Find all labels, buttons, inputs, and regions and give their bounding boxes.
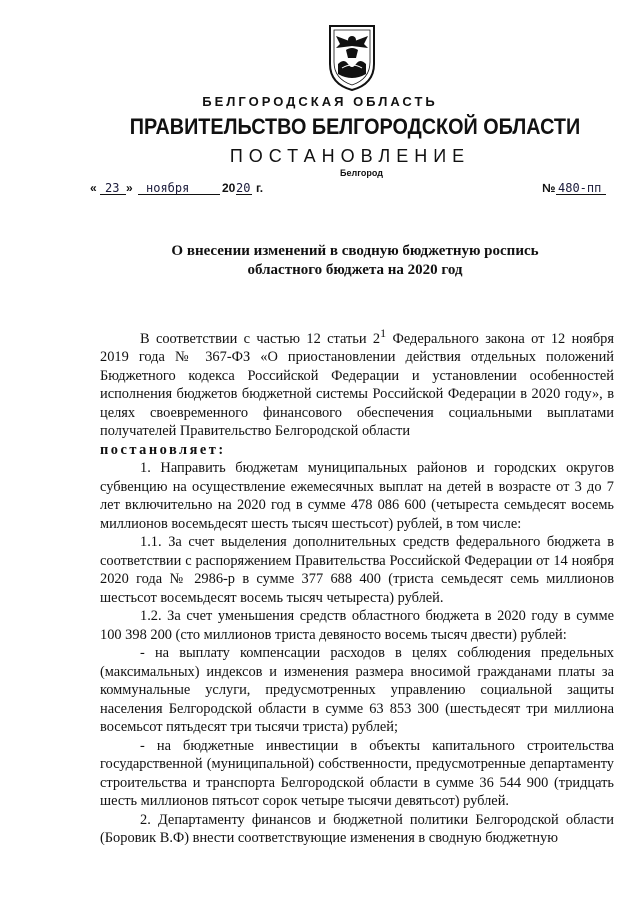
intro-text-b: Федерального закона от 12 ноября 2019 года № 367-ФЗ «О приостановлении действия отдельных положений Бюджетного кодекса Российской Федерации и установлении особенностей исполнения бюджетов бюджетной системы Российской Федерации в 2020 году», в целях своевременного финансового обеспечения социальными выплатами получателей Правительство Белгородской области xyxy=(100,330,614,440)
quote-open: « xyxy=(90,181,97,195)
quote-close: » xyxy=(126,181,133,195)
paragraph-1: 1. Направить бюджетам муниципальных районов и городских округов субвенцию на осуществление ежемесячных выплат на детей в возрасте от 3 до 7 лет включительно на 2020 год в сумме 478 086 600 (четыреста семьдесят восемь миллионов восемьдесят шесть тысяч шестьсот) рублей, в том числе: xyxy=(100,460,614,532)
intro-text-a: В соответствии с частью 12 статьи 2 xyxy=(140,330,381,347)
dateline xyxy=(90,178,610,198)
paragraph-1-2: 1.2. За счет уменьшения средств областного бюджета в 2020 году в сумме 100 398 200 (сто миллионов триста девяносто восемь тысяч двести) рублей: xyxy=(100,608,614,643)
number-label: № xyxy=(542,181,556,195)
document-body xyxy=(100,324,614,848)
document-type: ПОСТАНОВЛЕНИЕ xyxy=(229,146,471,166)
region-name: БЕЛГОРОДСКАЯ ОБЛАСТЬ xyxy=(202,94,438,109)
bullet-2: - на бюджетные инвестиции в объекты капитального строительства государственной (муниципальной) собственности, предусмотренные департаменту строительства и транспорта Белгородской области в сумме 36 544 900 (тридцать шесть миллионов пятьсот сорок четыре тысячи девятьсот) рублей. xyxy=(100,737,614,810)
bullet-1: - на выплату компенсации расходов в целях соблюдения предельных (максимальных) индексов и изменения размера вносимой гражданами платы за коммунальные услуги, предусмотренных управлению социальной защиты населения Белгородской области в сумме 63 853 300 (шестьдесят три миллиона восемьсот пятьдесят три тысячи триста) рублей; xyxy=(100,645,614,736)
intro-superscript: 1 xyxy=(380,326,387,340)
date-year-abbrev: г. xyxy=(256,181,264,195)
document-title xyxy=(0,242,640,280)
city-name: Белгород xyxy=(340,168,383,178)
belgorod-coat-of-arms-icon xyxy=(326,24,378,92)
paragraph-1-1: 1.1. За счет выделения дополнительных средств федерального бюджета в соответствии с распоряжением Правительства Российской Федерации от 14 ноября 2020 года № 2986-р в сумме 377 688 400 (триста семьдесят семь миллионов шестьсот восемьдесят восемь тысяч четыреста) рублей. xyxy=(100,534,614,606)
date-year-prefix: 20 xyxy=(222,181,236,195)
decree-number: 480-пп xyxy=(558,181,602,195)
decree-word: постановляет: xyxy=(100,441,226,458)
date-day: 23 xyxy=(105,181,120,195)
title-line-2: областного бюджета на 2020 год xyxy=(247,262,463,278)
intro-paragraph xyxy=(100,324,614,441)
date-year-suffix: 20 xyxy=(236,181,251,195)
title-line-1: О внесении изменений в сводную бюджетную роспись xyxy=(171,243,539,259)
paragraph-2: 2. Департаменту финансов и бюджетной политики Белгородской области (Боровик В.Ф) внести соответствующие изменения в сводную бюджетную xyxy=(100,811,614,847)
government-name: ПРАВИТЕЛЬСТВО БЕЛГОРОДСКОЙ ОБЛАСТИ xyxy=(129,114,581,139)
date-month: ноября xyxy=(146,181,190,195)
